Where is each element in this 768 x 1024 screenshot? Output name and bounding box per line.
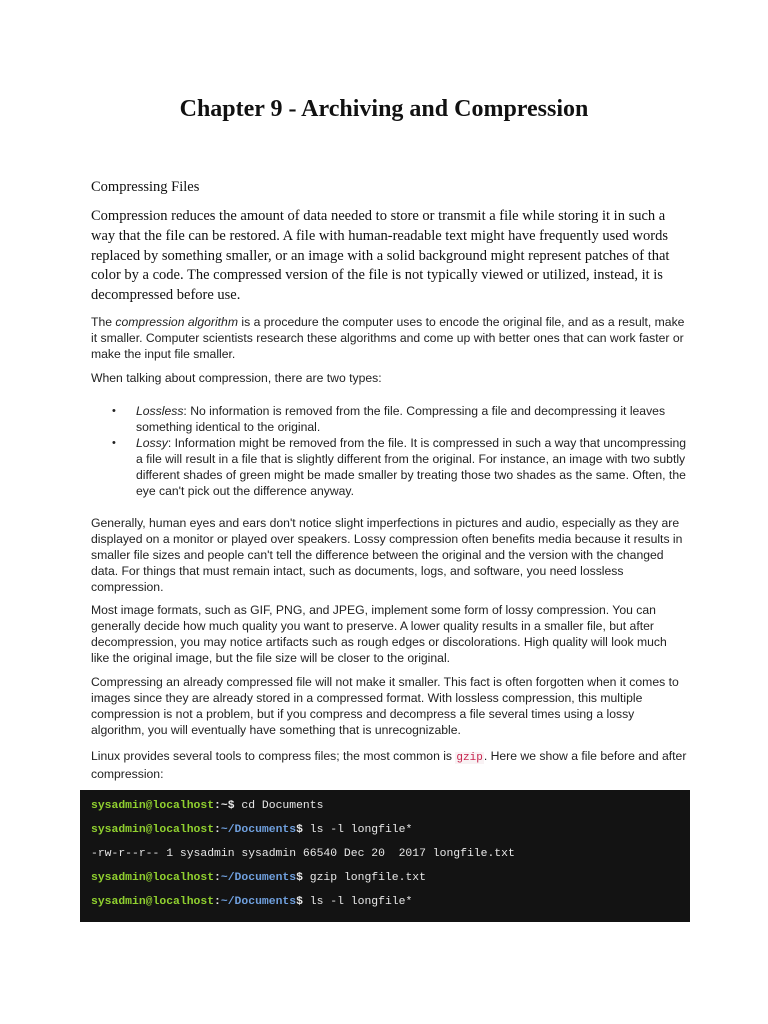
prompt-user: sysadmin@localhost xyxy=(91,872,215,884)
terminal-block xyxy=(80,790,690,922)
terminal-command: ls -l longfile* xyxy=(309,896,413,908)
intro-paragraph: Compression reduces the amount of data needed to store or transmit a file while storing it in such a way that the file can be restored. A file with human-readable text might have frequently used words replaced by something smaller, or an image with a solid background might represent patches of that color by a code. The compressed version of the file is not typically viewed or utilized, instead, it is decompressed before use. xyxy=(91,208,670,304)
bullet-icon: • xyxy=(112,405,116,417)
terminal-line xyxy=(91,896,412,908)
compression-types-list xyxy=(91,404,687,499)
prompt-path: ~/Documents xyxy=(220,824,297,836)
compression-algorithm-term: compression algorithm xyxy=(115,315,238,329)
list-item-lossless xyxy=(91,404,687,436)
prompt-symbol: $ xyxy=(296,824,310,836)
prompt-symbol: $ xyxy=(296,872,310,884)
prompt-separator: : xyxy=(214,800,221,812)
prompt-path: ~/Documents xyxy=(220,896,297,908)
algorithm-paragraph-prefix: The xyxy=(91,315,116,329)
lossy-term: Lossy xyxy=(136,435,168,450)
prompt-separator: : xyxy=(214,824,221,836)
terminal-output-line: -rw-r--r-- 1 sysadmin sysadmin 66540 Dec 20 2017 longfile.txt xyxy=(91,848,515,860)
prompt-symbol: $ xyxy=(296,896,310,908)
terminal-command: cd Documents xyxy=(241,800,324,812)
lossless-term: Lossless xyxy=(136,404,184,418)
prompt-path: ~ xyxy=(220,800,228,812)
algorithm-paragraph-suffix: is a procedure the computer uses to encode the original file, and as a result, make it smaller. Computer scientists research these algorithms and come up with better ones that can work faster or make the input file smaller. xyxy=(91,315,685,361)
lossless-description: : No information is removed from the file. Compressing a file and decompressing it leaves something identical to the original. xyxy=(136,404,666,434)
perception-paragraph: Generally, human eyes and ears don't notice slight imperfections in pictures and audio, especially as they are displayed on a monitor or played over speakers. Lossy compression often benefits media because it results in smaller file sizes and people can't tell the difference between the original and the version with the changed data. For things that must remain intact, such as documents, logs, and software, you need lossless compression. xyxy=(91,516,683,594)
lossy-description: : Information might be removed from the file. It is compressed in such a way that uncompressing a file will result in a file that is slightly different from the original. For instance, an image with two subtly different shades of green might be made smaller by treating those two shades as the same. Often, the eye can't pick out the difference anyway. xyxy=(136,435,687,498)
prompt-user: sysadmin@localhost xyxy=(91,896,215,908)
algorithm-paragraph xyxy=(91,315,687,363)
tools-paragraph-suffix: . Here we show a file before and after compression: xyxy=(91,749,687,781)
terminal-command: ls -l longfile* xyxy=(309,824,413,836)
terminal-line xyxy=(91,824,412,836)
prompt-symbol: $ xyxy=(227,800,242,812)
prompt-separator: : xyxy=(214,872,221,884)
tools-paragraph-prefix: Linux provides several tools to compress files; the most common is xyxy=(91,749,456,763)
prompt-path: ~/Documents xyxy=(220,872,297,884)
prompt-user: sysadmin@localhost xyxy=(91,800,215,812)
gzip-inline-code: gzip xyxy=(456,752,483,764)
bullet-icon: • xyxy=(112,436,116,449)
recompression-paragraph: Compressing an already compressed file will not make it smaller. This fact is often forgotten when it comes to images since they are already stored in a compressed format. With lossless compression, this multiple compression is not a problem, but if you compress and decompress a file several times using a lossy algorithm, you will eventually have something that is unrecognizable. xyxy=(91,675,679,737)
section-heading: Compressing Files xyxy=(91,179,200,195)
types-intro: When talking about compression, there are two types: xyxy=(91,371,382,385)
terminal-line xyxy=(91,872,426,884)
list-item-lossy xyxy=(91,436,687,500)
image-formats-paragraph: Most image formats, such as GIF, PNG, and JPEG, implement some form of lossy compression. You can generally decide how much quality you want to preserve. A lower quality results in a smaller file, but after decompression, you may notice artifacts such as rough edges or discolorations. High quality will look much like the original image, but the file size will be closer to the original. xyxy=(91,603,667,665)
prompt-separator: : xyxy=(214,896,221,908)
terminal-command: gzip longfile.txt xyxy=(309,872,426,884)
prompt-user: sysadmin@localhost xyxy=(91,824,215,836)
tools-paragraph xyxy=(91,749,687,783)
page-title: Chapter 9 - Archiving and Compression xyxy=(179,96,589,122)
terminal-line xyxy=(91,800,323,812)
